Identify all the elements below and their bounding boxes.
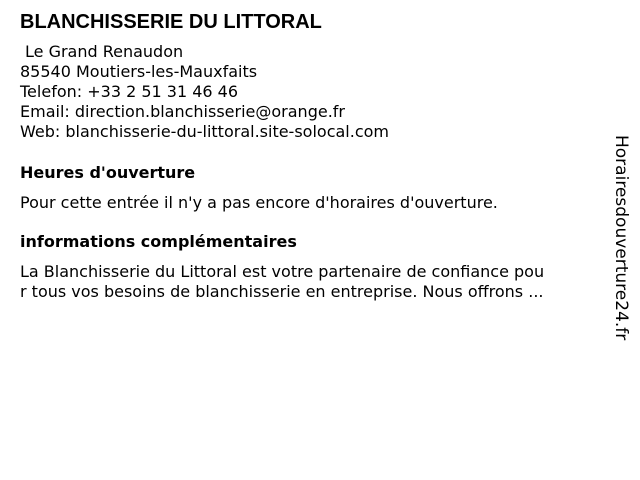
website-line: Web: blanchisserie-du-littoral.site-solocal.com — [20, 122, 389, 141]
opening-hours-text: Pour cette entrée il n'y a pas encore d'horaires d'ouverture. — [20, 193, 498, 212]
additional-info-heading: informations complémentaires — [20, 232, 297, 251]
additional-info-text — [20, 262, 600, 302]
phone-line: Telefon: +33 2 51 31 46 46 — [20, 82, 239, 101]
additional-info-line-2: r tous vos besoins de blanchisserie en entreprise. Nous offrons ... — [20, 282, 544, 301]
additional-info-line-1: La Blanchisserie du Littoral est votre partenaire de confiance pou — [20, 262, 545, 281]
business-card — [20, 10, 600, 302]
contact-block — [20, 42, 600, 142]
city-line: 85540 Moutiers-les-Mauxfaits — [20, 62, 258, 81]
street-address: Le Grand Renaudon — [25, 42, 184, 61]
email-line: Email: direction.blanchisserie@orange.fr — [20, 102, 345, 121]
site-watermark: Horairesdouverture24.fr — [611, 135, 631, 341]
opening-hours-heading: Heures d'ouverture — [20, 163, 196, 182]
business-name: BLANCHISSERIE DU LITTORAL — [20, 11, 322, 33]
